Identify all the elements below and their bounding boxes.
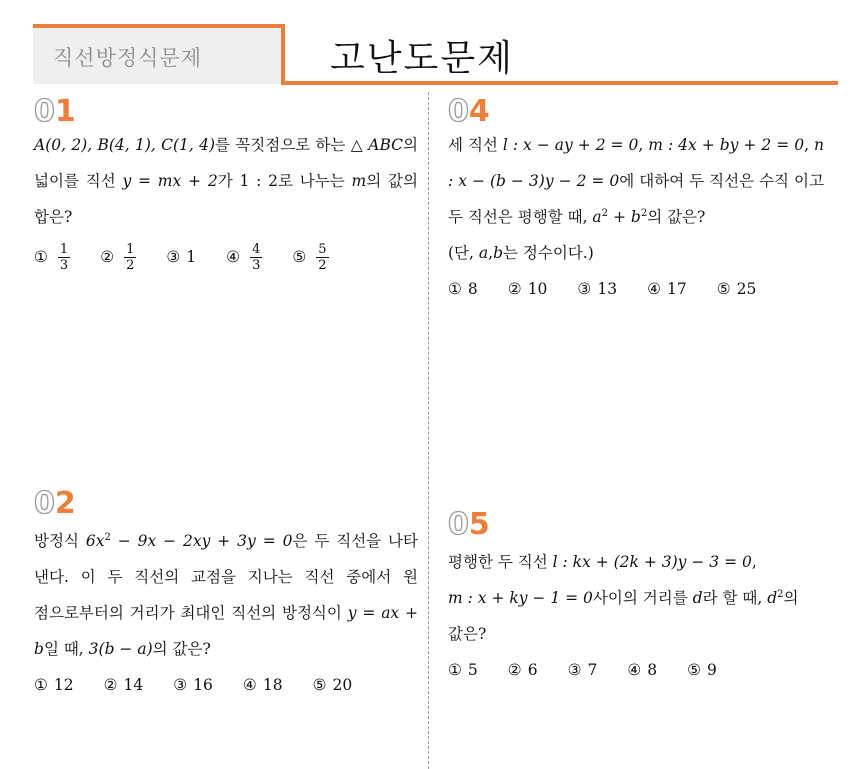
problem-02 <box>34 486 419 703</box>
choice-3[interactable]: ③ 7 <box>567 661 598 679</box>
choice-1[interactable]: ① 5 <box>448 661 478 679</box>
choice-2[interactable]: ② 6 <box>507 661 538 679</box>
choice-4[interactable]: ④ 17 <box>647 280 687 298</box>
choice-3[interactable]: ③ 1 <box>166 248 197 266</box>
choice-1[interactable]: ① $\frac{1}{3}$ <box>34 241 69 273</box>
answer-choices <box>448 271 824 307</box>
category-label: 직선방정식문제 <box>53 46 203 70</box>
answer-choices <box>34 667 418 703</box>
header-accent-line <box>281 81 838 85</box>
choice-3[interactable]: ③ 13 <box>577 280 618 298</box>
problem-text: A(0, 2), B(4, 1), C(1, 4)를 꼭짓점으로 하는 △ ABC의 넓이를 직선 y = mx + 2가 1 : 2로 나누는 m의 값의 합은? <box>34 136 418 226</box>
choice-5[interactable]: ⑤ 20 <box>312 676 353 694</box>
choice-1[interactable]: ① 8 <box>448 280 478 298</box>
problem-text: 방정식 $6x^2 - 9x - 2xy + 3y = 0$은 두 직선을 나타 낸다. 이 두 직선의 교점을 지나는 직선 중에서 원 점으로부터의 거리가 최대인 직선의 방정식이 y = ax + b일 때, 3(b − a)의 값은? <box>34 531 419 658</box>
choice-2[interactable]: ② 14 <box>103 676 144 694</box>
choice-2[interactable]: ② 10 <box>507 280 548 298</box>
problem-01 <box>34 94 418 279</box>
problem-number: 04 <box>448 94 490 129</box>
choice-5[interactable]: ⑤ 9 <box>687 661 717 679</box>
choice-1[interactable]: ① 12 <box>34 676 74 694</box>
column-divider <box>428 92 429 769</box>
header-accent-vertical <box>281 24 285 85</box>
choice-4[interactable]: ④ $\frac{4}{3}$ <box>226 241 261 273</box>
problem-text: 세 직선 l : x − ay + 2 = 0, m : 4x + by + 2 = 0, n : x − (b − 3)y − 2 = 0에 대하여 두 직선은 수직 이고 두 직선은 평행할 때, $a^2 + b^2$의 값은? (단, a,b는 정수이다.) <box>448 136 824 262</box>
choice-2[interactable]: ② $\frac{1}{2}$ <box>100 241 135 273</box>
choice-5[interactable]: ⑤ 25 <box>716 280 757 298</box>
answer-choices <box>448 652 824 688</box>
choice-4[interactable]: ④ 18 <box>242 676 283 694</box>
problem-number: 05 <box>448 507 490 542</box>
choice-4[interactable]: ④ 8 <box>627 661 658 679</box>
page-title: 고난도문제 <box>330 38 514 79</box>
problem-number: 02 <box>34 486 76 521</box>
choice-5[interactable]: ⑤ $\frac{5}{2}$ <box>292 241 327 273</box>
choice-3[interactable]: ③ 16 <box>173 676 213 694</box>
problem-05 <box>448 507 824 688</box>
problem-text: 평행한 두 직선 l : kx + (2k + 3)y − 3 = 0, m : x + ky − 1 = 0사이의 거리를 d라 할 때, $d^2$의 값은? <box>448 553 799 643</box>
answer-choices <box>34 235 418 279</box>
problem-04 <box>448 94 824 307</box>
problem-number: 01 <box>34 94 76 129</box>
category-tab <box>33 24 283 84</box>
